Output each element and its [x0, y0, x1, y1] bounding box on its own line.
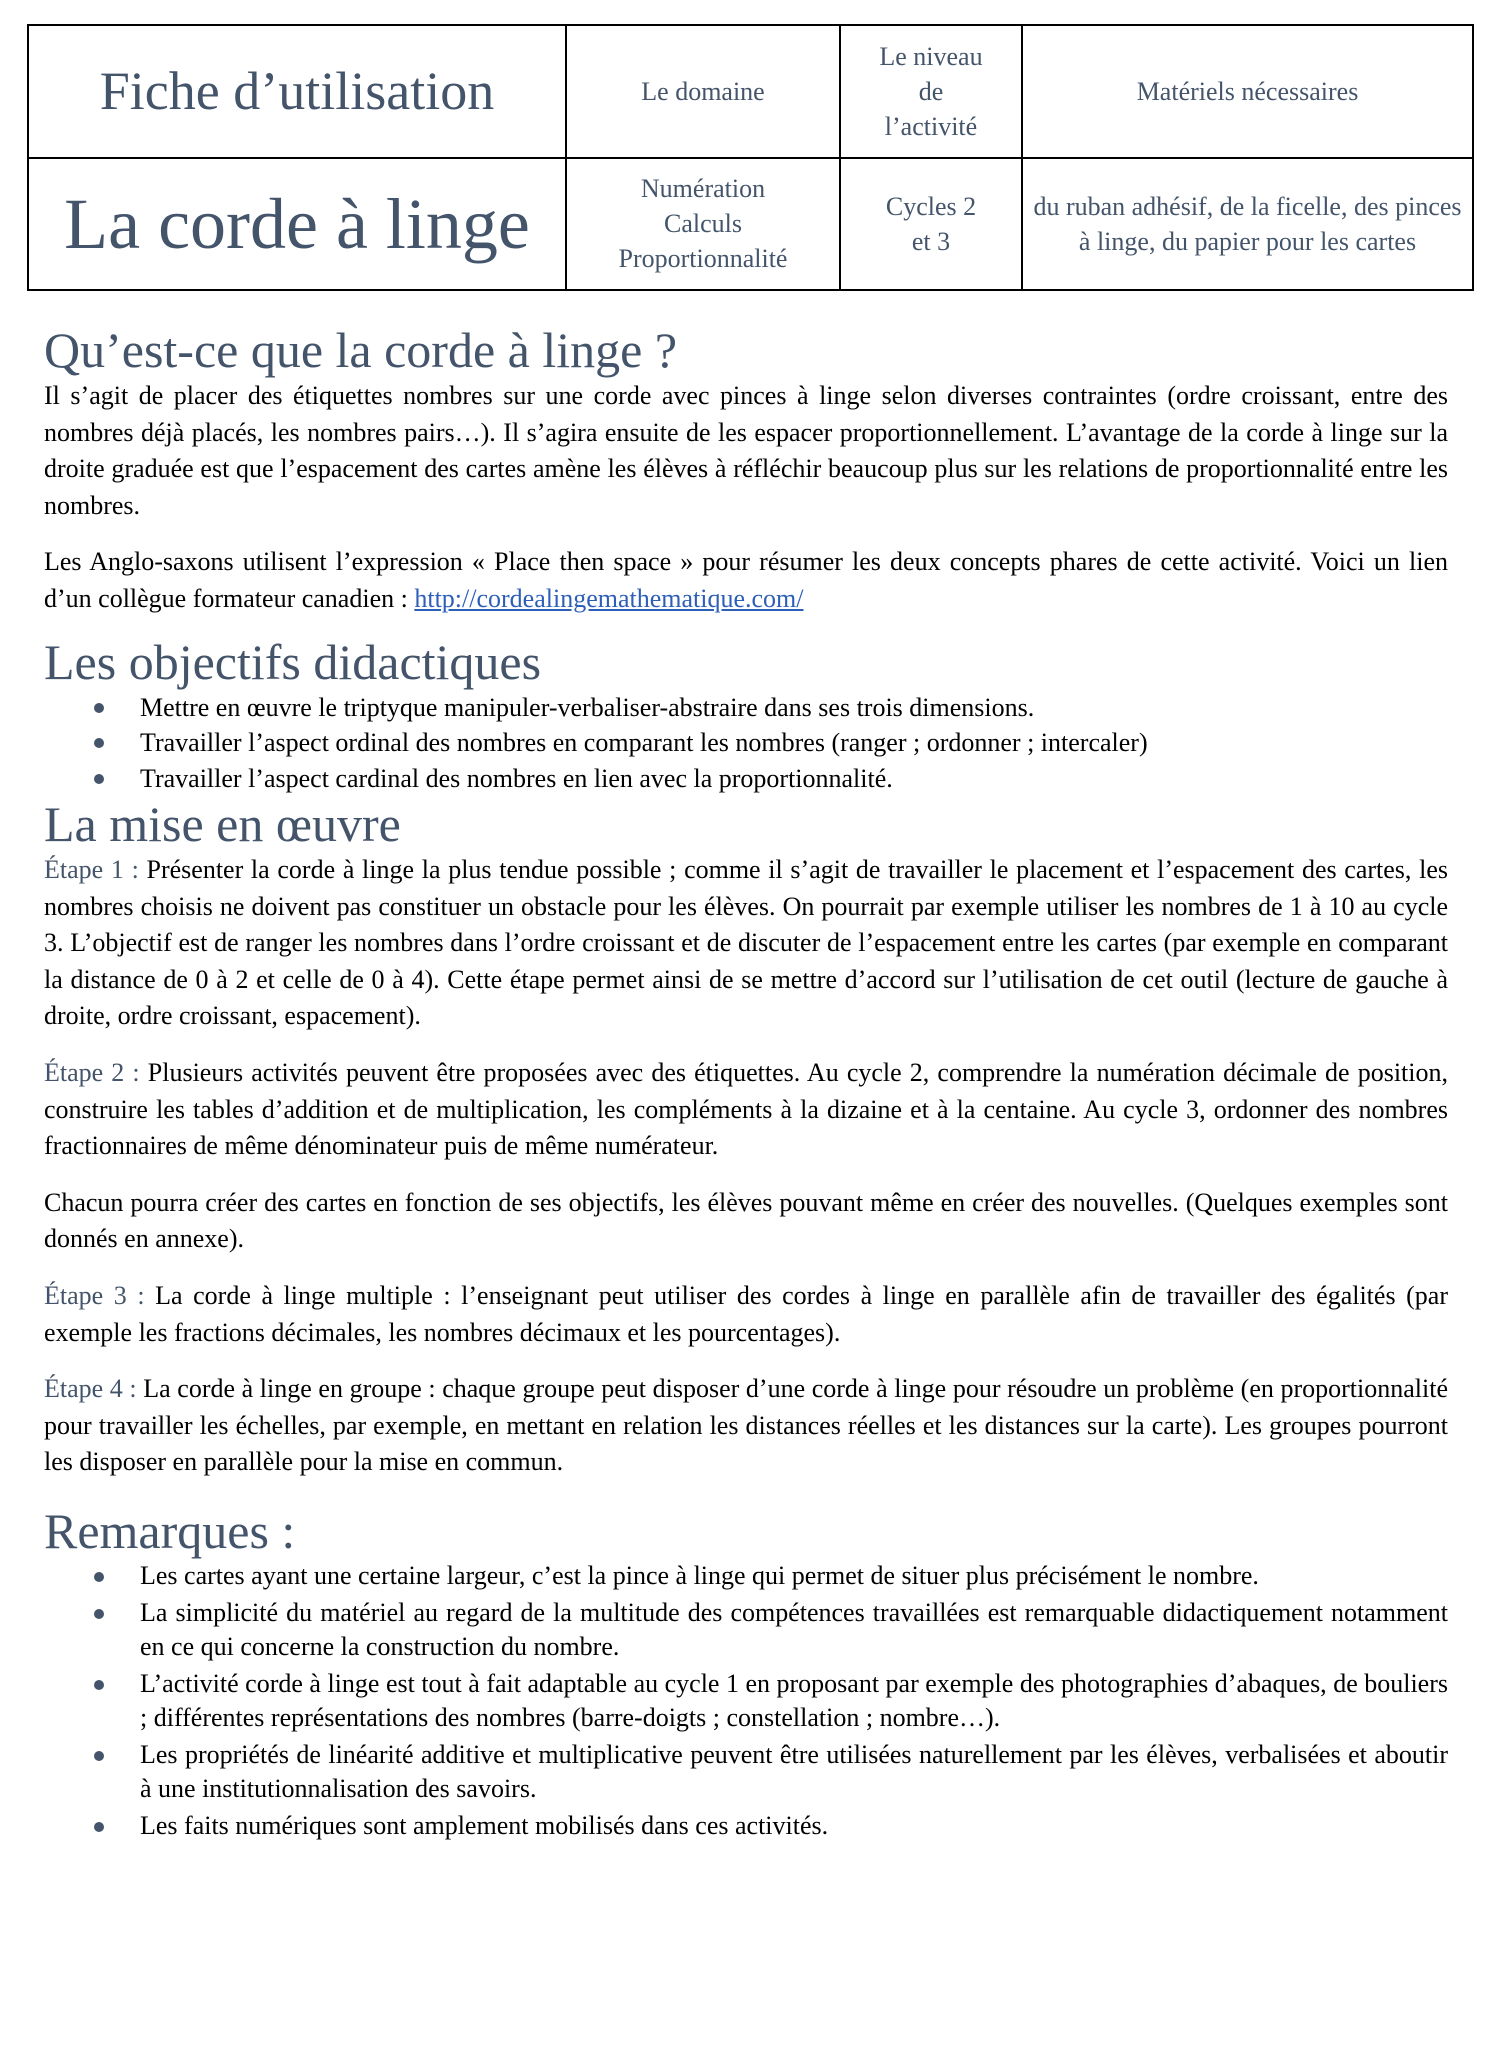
external-link[interactable]: http://cordealingemathematique.com/: [414, 583, 804, 613]
sheet-type-title: Fiche d’utilisation: [28, 25, 566, 158]
intro-paragraph-link: [44, 544, 1448, 617]
list-item-text: Les cartes ayant une certaine largeur, c’est la pince à linge qui permet de situer plus précisément le nombre.: [140, 1560, 1259, 1590]
level-header: [840, 25, 1022, 158]
etape-1: [44, 852, 1448, 1035]
list-item-text: Les propriétés de linéarité additive et multiplicative peuvent être utilisées naturellement par les élèves, verbalisées et aboutir à une institutionnalisation des savoirs.: [140, 1739, 1448, 1803]
list-item: [44, 1667, 1448, 1735]
list-item: [44, 1596, 1448, 1664]
document-body: [44, 322, 1448, 1846]
remarques-list: [44, 1559, 1448, 1843]
domain-value-line: Proportionnalité: [618, 244, 788, 274]
etape-text: Plusieurs activités peuvent être proposées avec des étiquettes. Au cycle 2, comprendre la numération décimale de position, construire les tables d’addition et de multiplication, les compléments à la dizaine et à la centaine. Au cycle 3, ordonner des nombres fractionnaires de même dénominateur puis de même numérateur.: [44, 1058, 1448, 1161]
list-item-text: Les faits numériques sont amplement mobilisés dans ces activités.: [140, 1810, 829, 1840]
etape-text: La corde à linge en groupe : chaque groupe peut disposer d’une corde à linge pour résoudre un problème (en proportionnalité pour travailler les échelles, par exemple, en mettant en relation les distances réelles et les distances sur la carte). Les groupes pourront les disposer en parallèle pour la mise en commun.: [44, 1374, 1448, 1477]
bullet-icon: [94, 738, 104, 748]
etape-label: Étape 4 :: [44, 1374, 144, 1404]
level-value: [840, 158, 1022, 291]
bullet-icon: [94, 1751, 104, 1761]
remarques-heading: Remarques :: [44, 1502, 296, 1559]
etape-4: [44, 1371, 1448, 1481]
mise-en-oeuvre-heading: La mise en œuvre: [44, 796, 401, 853]
intro-paragraph-text: Les Anglo-saxons utilisent l’expression « Place then space » pour résumer les deux concepts phares de cette activité. Voici un lien d’un collègue formateur canadien :: [44, 547, 1448, 613]
objectifs-heading: Les objectifs didactiques: [44, 633, 542, 690]
list-item-text: Mettre en œuvre le triptyque manipuler-verbaliser-abstraire dans ses trois dimensions.: [140, 692, 1035, 722]
list-item-text: L’activité corde à linge est tout à fait adaptable au cycle 1 en proposant par exemple des photographies d’abaques, de bouliers ; différentes représentations des nombres (barre-doigts ; constellation ; nombre…).: [140, 1668, 1448, 1732]
section-intro: [44, 322, 1448, 618]
etape-text: Chacun pourra créer des cartes en fonction de ses objectifs, les élèves pouvant même en créer des nouvelles. (Quelques exemples sont donnés en annexe).: [44, 1187, 1448, 1254]
bullet-icon: [94, 1680, 104, 1690]
list-item: [44, 690, 1448, 726]
section-mise-en-oeuvre: [44, 796, 1448, 1481]
bullet-icon: [94, 1609, 104, 1619]
etape-3: [44, 1278, 1448, 1351]
section-objectifs: [44, 634, 1448, 797]
etape-2: [44, 1055, 1448, 1165]
list-item-text: La simplicité du matériel au regard de la multitude des compétences travaillées est remarquable didactiquement notamment en ce qui concerne la construction du nombre.: [140, 1597, 1448, 1661]
bullet-icon: [94, 1822, 104, 1832]
etape-2-note: [44, 1185, 1448, 1258]
domain-value-line: Calculs: [664, 209, 742, 239]
list-item-text: Travailler l’aspect cardinal des nombres en lien avec la proportionnalité.: [140, 763, 893, 793]
materials-value: du ruban adhésif, de la ficelle, des pinces à linge, du papier pour les cartes: [1022, 158, 1473, 291]
list-item: [44, 1809, 1448, 1843]
etape-text: La corde à linge multiple : l’enseignant peut utiliser des cordes à linge en parallèle afin de travailler des égalités (par exemple les fractions décimales, les nombres décimaux et les pourcentages).: [44, 1281, 1448, 1347]
domain-value: [566, 158, 840, 291]
level-header-line: de: [918, 76, 944, 106]
level-value-line: Cycles 2: [885, 191, 977, 221]
list-item-text: Travailler l’aspect ordinal des nombres en comparant les nombres (ranger ; ordonner ; intercaler): [140, 728, 1148, 758]
bullet-icon: [94, 1572, 104, 1582]
etape-label: Étape 3 :: [44, 1281, 156, 1310]
domain-header: Le domaine: [566, 25, 840, 158]
etape-label: Étape 2 :: [44, 1058, 148, 1088]
section-remarques: [44, 1503, 1448, 1843]
header-row: [28, 25, 1473, 158]
list-item: [44, 1559, 1448, 1593]
level-header-line: l’activité: [884, 111, 978, 141]
activity-title: La corde à linge: [28, 158, 566, 291]
materials-header: Matériels nécessaires: [1022, 25, 1473, 158]
list-item: [44, 1738, 1448, 1806]
header-table: [27, 24, 1474, 291]
etape-text: Présenter la corde à linge la plus tendue possible ; comme il s’agit de travailler le placement et l’espacement des cartes, les nombres choisis ne doivent pas constituer un obstacle pour les élèves. On pourrait par exemple utiliser les nombres de 1 à 10 au cycle 3. L’objectif est de ranger les nombres dans l’ordre croissant et de discuter de l’espacement entre les cartes (par exemple en comparant la distance de 0 à 2 et celle de 0 à 4). Cette étape permet ainsi de se mettre d’accord sur l’utilisation de cet outil (lecture de gauche à droite, ordre croissant, espacement).: [44, 855, 1448, 1031]
bullet-icon: [94, 774, 104, 784]
list-item: [44, 761, 1448, 797]
values-row: [28, 158, 1473, 291]
level-value-line: et 3: [911, 226, 951, 256]
intro-heading: Qu’est-ce que la corde à linge ?: [44, 322, 678, 378]
domain-value-line: Numération: [640, 174, 766, 204]
objectifs-list: [44, 690, 1448, 797]
etape-label: Étape 1 :: [44, 855, 147, 885]
intro-paragraph: Il s’agit de placer des étiquettes nombres sur une corde avec pinces à linge selon diverses contraintes (ordre croissant, entre des nombres déjà placés, les nombres pairs…). Il s’agira ensuite de les espacer proportionnellement. L’avantage de la corde à linge sur la droite graduée est que l’espacement des cartes amène les élèves à réfléchir beaucoup plus sur les relations de proportionnalité entre les nombres.: [44, 381, 1448, 520]
list-item: [44, 725, 1448, 761]
level-header-line: Le niveau: [879, 41, 983, 71]
bullet-icon: [94, 703, 104, 713]
